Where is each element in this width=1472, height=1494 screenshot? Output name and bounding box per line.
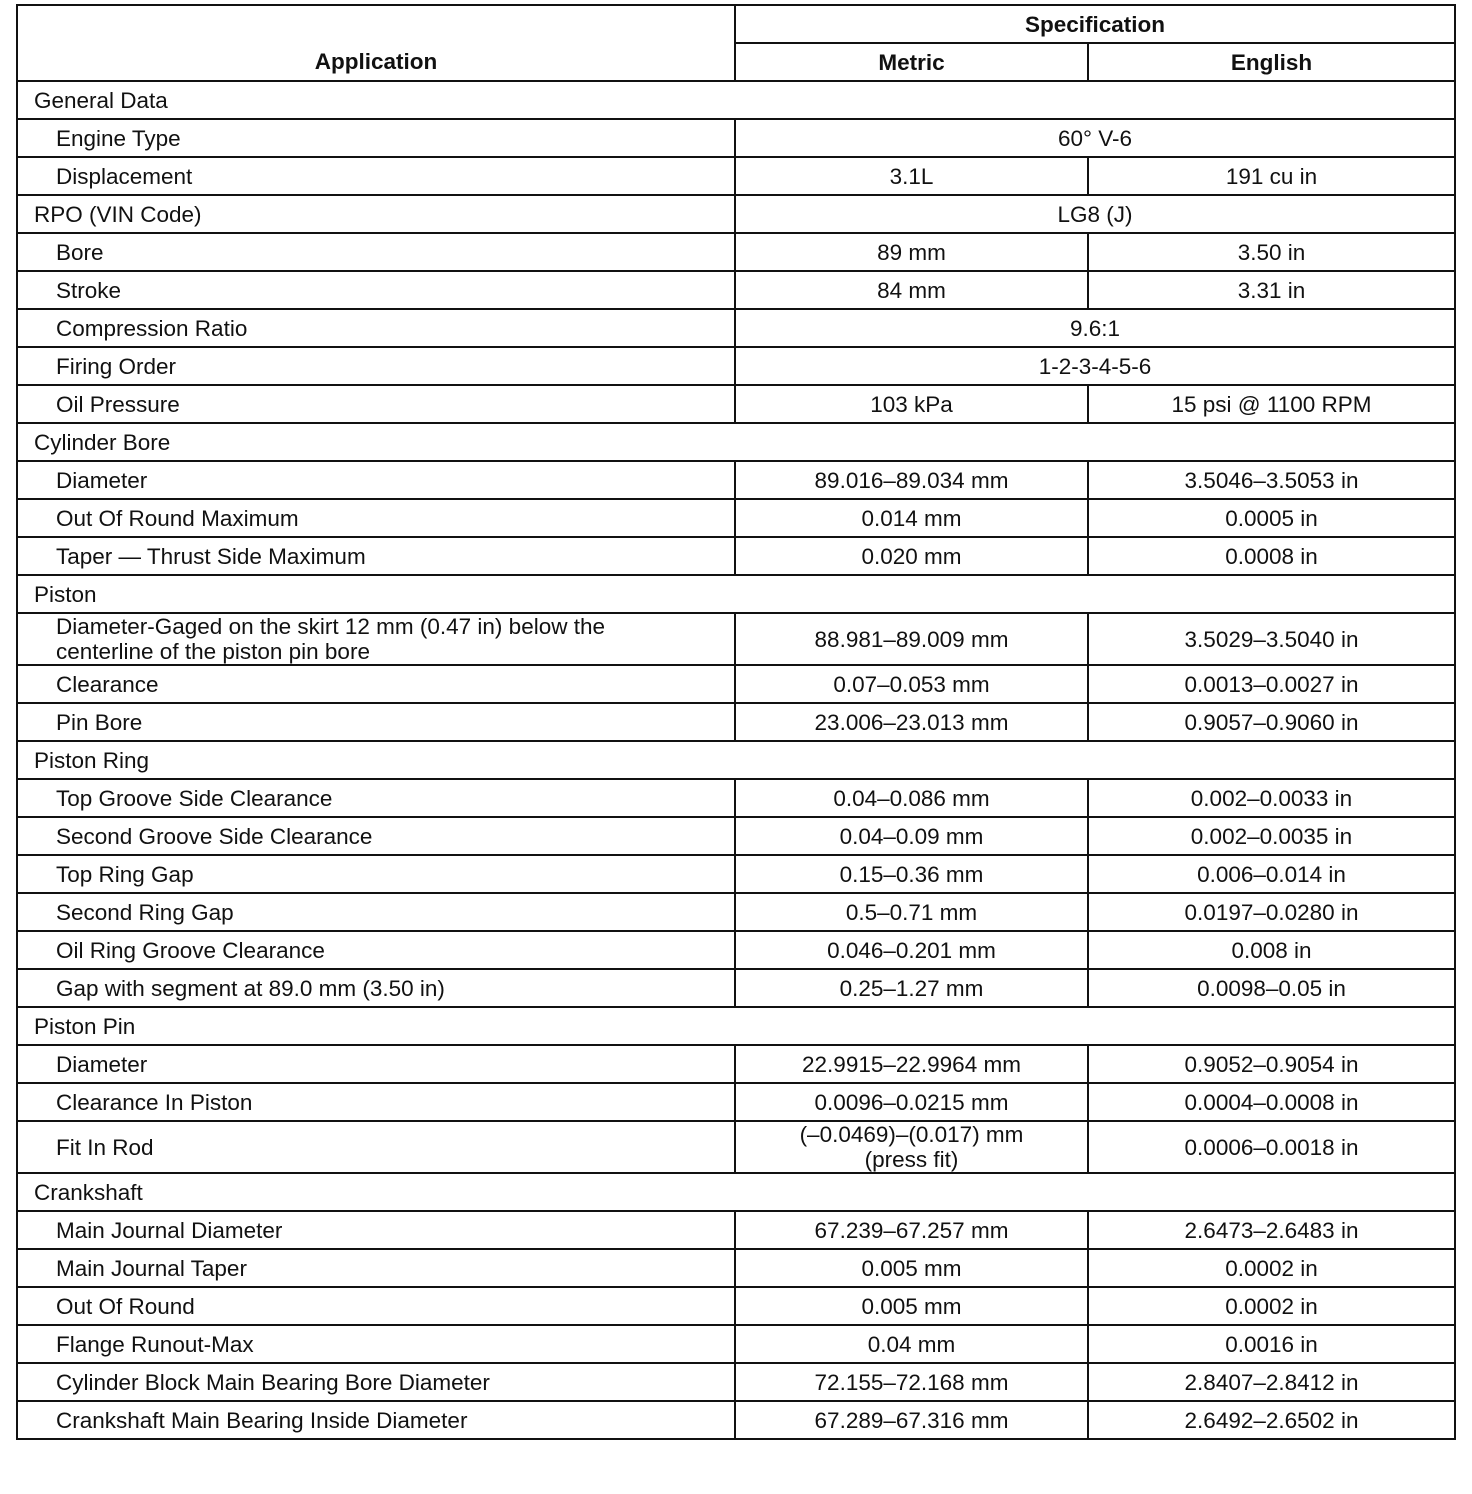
english-cell: 0.0008 in	[1088, 537, 1455, 575]
english-cell: 3.5029–3.5040 in	[1088, 613, 1455, 665]
table-row	[17, 499, 1455, 537]
application-cell: Displacement	[17, 157, 735, 195]
application-cell: Main Journal Diameter	[17, 1211, 735, 1249]
english-cell: 15 psi @ 1100 RPM	[1088, 385, 1455, 423]
metric-cell: 67.289–67.316 mm	[735, 1401, 1088, 1439]
metric-cell: 0.04–0.086 mm	[735, 779, 1088, 817]
application-cell: Crankshaft Main Bearing Inside Diameter	[17, 1401, 735, 1439]
table-row	[17, 157, 1455, 195]
table-row	[17, 119, 1455, 157]
metric-cell: 0.5–0.71 mm	[735, 893, 1088, 931]
specification-table	[16, 4, 1456, 1440]
metric-cell: 0.046–0.201 mm	[735, 931, 1088, 969]
english-cell: 0.0005 in	[1088, 499, 1455, 537]
application-cell: Cylinder Block Main Bearing Bore Diameter	[17, 1363, 735, 1401]
english-cell: 3.5046–3.5053 in	[1088, 461, 1455, 499]
application-cell: Pin Bore	[17, 703, 735, 741]
spec-value-cell: LG8 (J)	[735, 195, 1455, 233]
english-cell: 0.0098–0.05 in	[1088, 969, 1455, 1007]
header-application: Application	[17, 5, 735, 81]
spec-value-cell: 1-2-3-4-5-6	[735, 347, 1455, 385]
application-cell: Flange Runout-Max	[17, 1325, 735, 1363]
table-row	[17, 855, 1455, 893]
english-cell: 0.0006–0.0018 in	[1088, 1121, 1455, 1173]
application-cell: Compression Ratio	[17, 309, 735, 347]
metric-cell: 23.006–23.013 mm	[735, 703, 1088, 741]
metric-cell: 0.07–0.053 mm	[735, 665, 1088, 703]
table-row	[17, 537, 1455, 575]
spec-value-cell: 9.6:1	[735, 309, 1455, 347]
application-cell: Oil Ring Groove Clearance	[17, 931, 735, 969]
application-cell: Second Ring Gap	[17, 893, 735, 931]
metric-cell: 0.04 mm	[735, 1325, 1088, 1363]
table-row	[17, 1045, 1455, 1083]
application-cell: Engine Type	[17, 119, 735, 157]
application-cell: Clearance In Piston	[17, 1083, 735, 1121]
table-row	[17, 1211, 1455, 1249]
metric-cell: 72.155–72.168 mm	[735, 1363, 1088, 1401]
table-row	[17, 461, 1455, 499]
application-cell: Stroke	[17, 271, 735, 309]
metric-cell-line: (press fit)	[864, 1147, 959, 1172]
table-row	[17, 1249, 1455, 1287]
section-row	[17, 81, 1455, 119]
english-cell: 0.9057–0.9060 in	[1088, 703, 1455, 741]
metric-cell: 67.239–67.257 mm	[735, 1211, 1088, 1249]
table-row	[17, 309, 1455, 347]
application-cell: Fit In Rod	[17, 1121, 735, 1173]
english-cell: 2.6492–2.6502 in	[1088, 1401, 1455, 1439]
application-cell: Gap with segment at 89.0 mm (3.50 in)	[17, 969, 735, 1007]
section-label: Piston	[17, 575, 1455, 613]
table-row	[17, 893, 1455, 931]
application-cell: Clearance	[17, 665, 735, 703]
section-label: Piston Pin	[17, 1007, 1455, 1045]
application-cell: Bore	[17, 233, 735, 271]
english-cell: 0.0197–0.0280 in	[1088, 893, 1455, 931]
application-cell: Taper — Thrust Side Maximum	[17, 537, 735, 575]
english-cell: 2.6473–2.6483 in	[1088, 1211, 1455, 1249]
section-row	[17, 423, 1455, 461]
section-row	[17, 1173, 1455, 1211]
table-row	[17, 347, 1455, 385]
metric-cell	[735, 1121, 1088, 1173]
table-row	[17, 1401, 1455, 1439]
table-row	[17, 779, 1455, 817]
metric-cell: 0.005 mm	[735, 1249, 1088, 1287]
section-label: Cylinder Bore	[17, 423, 1455, 461]
table-row	[17, 1083, 1455, 1121]
application-cell: RPO (VIN Code)	[17, 195, 735, 233]
table-row	[17, 613, 1455, 665]
metric-cell: 0.0096–0.0215 mm	[735, 1083, 1088, 1121]
metric-cell-line: (–0.0469)–(0.017) mm	[799, 1122, 1024, 1147]
table-row	[17, 1363, 1455, 1401]
application-cell: Top Ring Gap	[17, 855, 735, 893]
application-cell-line: Diameter-Gaged on the skirt 12 mm (0.47 in) below the	[56, 614, 605, 639]
english-cell: 0.0002 in	[1088, 1287, 1455, 1325]
application-cell-line: centerline of the piston pin bore	[56, 639, 370, 664]
section-label: General Data	[17, 81, 1455, 119]
english-cell: 0.9052–0.9054 in	[1088, 1045, 1455, 1083]
application-cell: Top Groove Side Clearance	[17, 779, 735, 817]
metric-cell: 103 kPa	[735, 385, 1088, 423]
metric-cell: 3.1L	[735, 157, 1088, 195]
table-row	[17, 817, 1455, 855]
english-cell: 2.8407–2.8412 in	[1088, 1363, 1455, 1401]
section-label: Piston Ring	[17, 741, 1455, 779]
table-row	[17, 969, 1455, 1007]
english-cell: 0.002–0.0035 in	[1088, 817, 1455, 855]
english-cell: 0.0004–0.0008 in	[1088, 1083, 1455, 1121]
section-row	[17, 575, 1455, 613]
application-cell: Main Journal Taper	[17, 1249, 735, 1287]
metric-cell: 0.04–0.09 mm	[735, 817, 1088, 855]
table-row	[17, 665, 1455, 703]
application-cell: Out Of Round Maximum	[17, 499, 735, 537]
metric-cell: 89 mm	[735, 233, 1088, 271]
spec-value-cell: 60° V-6	[735, 119, 1455, 157]
table-row	[17, 385, 1455, 423]
table-body	[17, 81, 1455, 1439]
table-row	[17, 1325, 1455, 1363]
metric-cell: 88.981–89.009 mm	[735, 613, 1088, 665]
english-cell: 0.008 in	[1088, 931, 1455, 969]
metric-cell: 0.25–1.27 mm	[735, 969, 1088, 1007]
application-cell: Oil Pressure	[17, 385, 735, 423]
english-cell: 0.006–0.014 in	[1088, 855, 1455, 893]
application-cell	[17, 613, 735, 665]
table-header	[17, 5, 1455, 81]
english-cell: 0.0002 in	[1088, 1249, 1455, 1287]
application-cell: Out Of Round	[17, 1287, 735, 1325]
metric-cell: 89.016–89.034 mm	[735, 461, 1088, 499]
english-cell: 0.0013–0.0027 in	[1088, 665, 1455, 703]
header-english: English	[1088, 43, 1455, 81]
header-specification: Specification	[735, 5, 1455, 43]
metric-cell: 84 mm	[735, 271, 1088, 309]
table-row	[17, 195, 1455, 233]
section-label: Crankshaft	[17, 1173, 1455, 1211]
application-cell: Second Groove Side Clearance	[17, 817, 735, 855]
header-metric: Metric	[735, 43, 1088, 81]
table-row	[17, 931, 1455, 969]
table-row	[17, 1121, 1455, 1173]
table-row	[17, 1287, 1455, 1325]
table-row	[17, 233, 1455, 271]
english-cell: 191 cu in	[1088, 157, 1455, 195]
english-cell: 3.50 in	[1088, 233, 1455, 271]
section-row	[17, 1007, 1455, 1045]
metric-cell: 0.005 mm	[735, 1287, 1088, 1325]
table-row	[17, 703, 1455, 741]
metric-cell: 0.15–0.36 mm	[735, 855, 1088, 893]
english-cell: 3.31 in	[1088, 271, 1455, 309]
section-row	[17, 741, 1455, 779]
english-cell: 0.0016 in	[1088, 1325, 1455, 1363]
metric-cell: 22.9915–22.9964 mm	[735, 1045, 1088, 1083]
application-cell: Diameter	[17, 1045, 735, 1083]
application-cell: Diameter	[17, 461, 735, 499]
english-cell: 0.002–0.0033 in	[1088, 779, 1455, 817]
metric-cell: 0.014 mm	[735, 499, 1088, 537]
table-row	[17, 271, 1455, 309]
metric-cell: 0.020 mm	[735, 537, 1088, 575]
application-cell: Firing Order	[17, 347, 735, 385]
